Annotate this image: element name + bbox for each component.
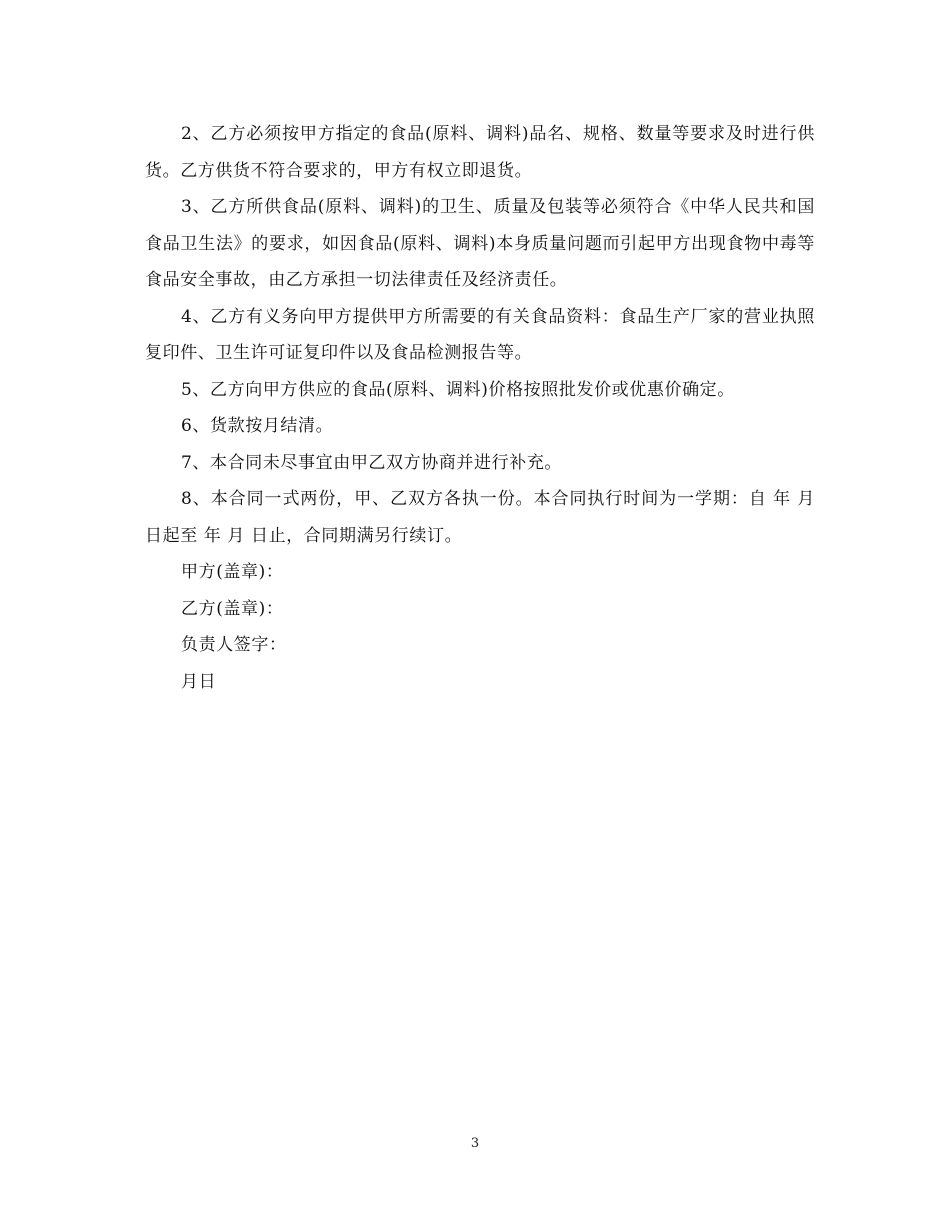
clause-8: 8、本合同一式两份，甲、乙双方各执一份。本合同执行时间为一学期：自 年 月 日起至 年 月 日止，合同期满另行续订。 bbox=[145, 489, 815, 546]
clause-6: 6、货款按月结清。 bbox=[181, 416, 334, 436]
clause-3: 3、乙方所供食品(原料、调料)的卫生、质量及包装等必须符合《中华人民共和国食品卫生法》的要求，如因食品(原料、调料)本身质量问题而引起甲方出现食物中毒等食品安全事故，由乙方承担一切法律责任及经济责任。 bbox=[145, 197, 815, 290]
clause-4: 4、乙方有义务向甲方提供甲方所需要的有关食品资料：食品生产厂家的营业执照复印件、卫生许可证复印件以及食品检测报告等。 bbox=[145, 306, 815, 363]
party-b-seal-line: 乙方(盖章)： bbox=[181, 598, 284, 619]
clause-7: 7、本合同未尽事宜由甲乙双方协商并进行补充。 bbox=[181, 452, 563, 473]
signatory-line: 负责人签字： bbox=[181, 635, 287, 655]
date-line: 月日 bbox=[181, 671, 217, 692]
document-body bbox=[145, 116, 815, 700]
page-number: 3 bbox=[470, 1136, 480, 1151]
clause-2: 2、乙方必须按甲方指定的食品(原料、调料)品名、规格、数量等要求及时进行供货。乙方供货不符合要求的，甲方有权立即退货。 bbox=[145, 124, 815, 181]
party-a-seal-line: 甲方(盖章)： bbox=[181, 562, 284, 582]
clause-5: 5、乙方向甲方供应的食品(原料、调料)价格按照批发价或优惠价确定。 bbox=[181, 379, 735, 400]
